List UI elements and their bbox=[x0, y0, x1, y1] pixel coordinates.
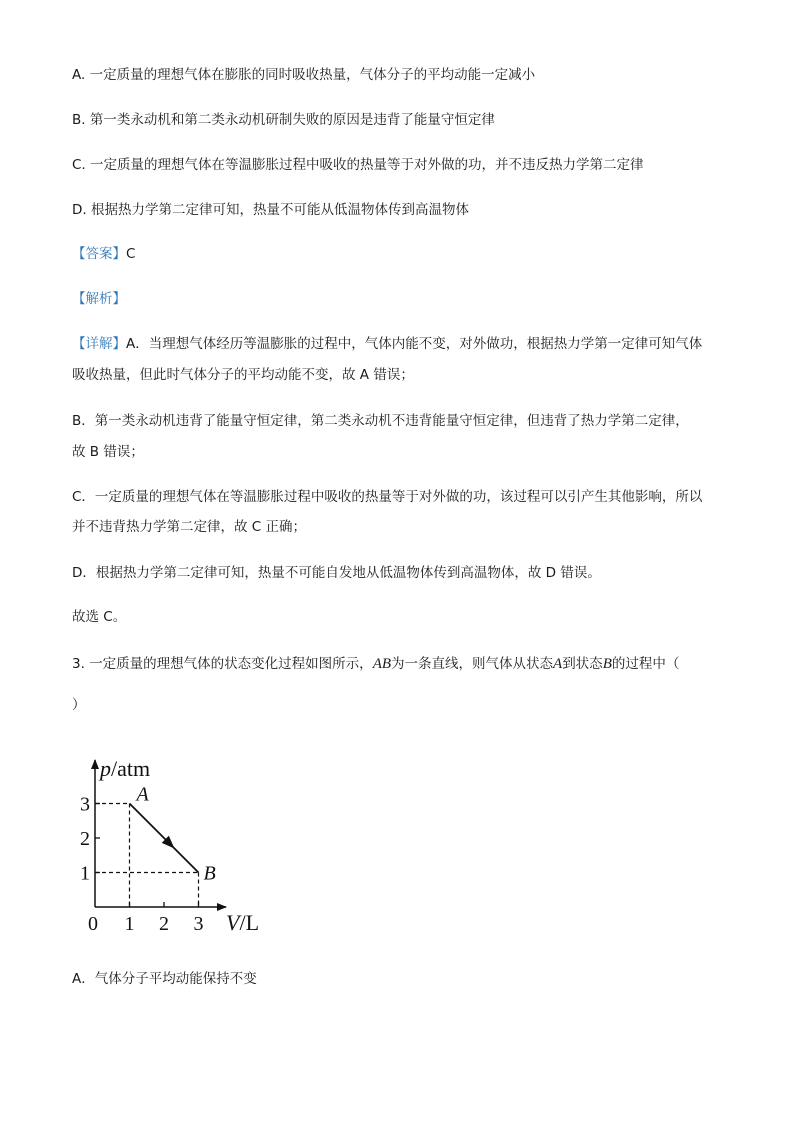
question-text-a: 一定质量的理想气体的状态变化过程如图所示， bbox=[89, 656, 373, 672]
detail-a-line1 bbox=[72, 335, 702, 353]
answer-bracket: 【答案】 bbox=[72, 246, 126, 262]
detail-conclusion: 故选 C。 bbox=[72, 609, 127, 625]
analysis-bracket: 【解析】 bbox=[72, 291, 126, 307]
y-tick-label-3: 3 bbox=[80, 793, 90, 816]
option-c: C. 一定质量的理想气体在等温膨胀过程中吸收的热量等于对外做的功，并不违反热力学第二定律 bbox=[72, 157, 644, 173]
y-tick-label-1: 1 bbox=[80, 862, 90, 885]
option-a: A. 一定质量的理想气体在膨胀的同时吸收热量，气体分子的平均动能一定减小 bbox=[72, 67, 536, 83]
y-axis-unit: /atm bbox=[111, 756, 151, 781]
detail-c-line2: 并不违背热力学第二定律，故 C 正确； bbox=[72, 519, 307, 535]
x-tick-label-2: 2 bbox=[159, 913, 169, 935]
question-3-stem bbox=[72, 655, 679, 673]
question-text-d: 的过程中（ bbox=[611, 656, 680, 672]
p-v-diagram bbox=[78, 752, 278, 942]
detail-b-line1: B．第一类永动机违背了能量守恒定律，第二类永动机不违背能量守恒定律，但违背了热力学第二定律， bbox=[72, 413, 689, 429]
analysis-heading bbox=[72, 290, 126, 308]
detail-d-line1: D．根据热力学第二定律可知，热量不可能自发地从低温物体传到高温物体，故 D 错误。 bbox=[72, 565, 601, 581]
detail-a-text: A．当理想气体经历等温膨胀的过程中，气体内能不变，对外做功，根据热力学第一定律可知气体 bbox=[126, 336, 703, 352]
x-axis-var: V bbox=[226, 910, 240, 935]
origin-label: 0 bbox=[88, 913, 98, 935]
detail-bracket: 【详解】 bbox=[72, 336, 126, 352]
labels-layer bbox=[135, 784, 216, 885]
y-axis-label bbox=[98, 756, 150, 781]
var-ab: AB bbox=[372, 656, 392, 672]
guides-layer bbox=[95, 804, 199, 908]
detail-c-line1: C．一定质量的理想气体在等温膨胀过程中吸收的热量等于对外做的功，该过程可以引产生其他影响，所以 bbox=[72, 489, 703, 505]
x-tick-label-3: 3 bbox=[193, 913, 204, 935]
x-axis-label bbox=[226, 910, 259, 935]
question-number: 3. bbox=[72, 656, 85, 672]
process-line-ab bbox=[130, 804, 199, 873]
option-b: B. 第一类永动机和第二类永动机研制失败的原因是违背了能量守恒定律 bbox=[72, 112, 495, 128]
question-3-close: ） bbox=[72, 697, 86, 713]
question-text-b: 为一条直线，则气体从状态 bbox=[391, 656, 554, 672]
detail-a-line2: 吸收热量，但此时气体分子的平均动能不变，故 A 错误； bbox=[72, 367, 414, 383]
option-d: D. 根据热力学第二定律可知，热量不可能从低温物体传到高温物体 bbox=[72, 202, 469, 218]
var-a: A bbox=[553, 656, 563, 672]
series-layer bbox=[130, 804, 199, 873]
question-3-option-a: A．气体分子平均动能保持不变 bbox=[72, 971, 257, 987]
detail-b-line2: 故 B 错误； bbox=[72, 444, 144, 460]
var-b: B bbox=[602, 656, 612, 672]
x-tick-label-1: 1 bbox=[124, 913, 135, 935]
y-tick-label-2: 2 bbox=[80, 828, 90, 850]
y-axis-var: p bbox=[100, 756, 111, 781]
answer-line bbox=[72, 245, 135, 263]
point-label-a: A bbox=[136, 783, 149, 806]
point-label-b: B bbox=[203, 862, 216, 885]
x-axis-unit: /L bbox=[239, 910, 260, 935]
answer-value: C bbox=[126, 246, 136, 262]
question-text-c: 到状态 bbox=[562, 656, 603, 672]
